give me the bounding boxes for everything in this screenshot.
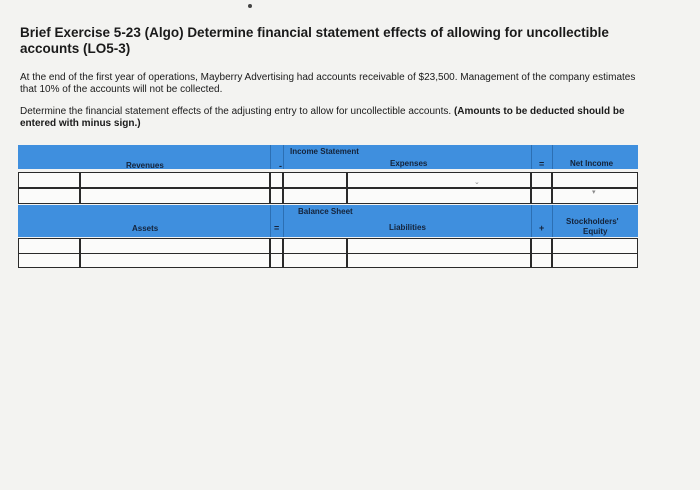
plus-operator: + [539,223,545,233]
income-statement-heading: Income Statement [290,147,359,156]
expenses-input-3[interactable] [283,188,347,204]
revenues-input-3[interactable] [18,188,80,204]
expenses-header: Expenses [390,159,428,168]
balance-divider-1 [270,205,271,237]
assets-header: Assets [132,224,159,233]
income-operator-cell [270,172,283,188]
instructions-text: Determine the financial statement effects of the adjusting entry to allow for uncollectible accounts. [20,106,454,117]
equals-operator-income: = [539,159,545,169]
assets-input-2[interactable] [80,238,270,254]
balance-divider-3 [531,205,532,237]
instructions [20,106,640,130]
stockholders-equity-input[interactable] [552,238,638,254]
dropdown-caret-icon: ▾ [592,189,596,196]
revenues-input-1[interactable] [18,172,80,188]
balance-equals-cell [270,238,283,254]
income-statement-divider-3 [531,145,532,169]
income-equals-cell-2 [531,188,552,204]
minus-operator: - [279,161,282,171]
problem-statement: At the end of the first year of operations, Mayberry Advertising had accounts receivable of $23,500. Management of the company estimates that 10% of the accounts will not be collected. [20,72,636,95]
equals-operator-balance: = [274,223,280,233]
balance-equals-cell-2 [270,253,283,268]
income-statement-header [18,145,638,169]
liabilities-input-3[interactable] [283,253,347,268]
liabilities-input-1[interactable] [283,238,347,254]
stockholders-equity-input-2[interactable] [552,253,638,268]
income-statement-divider-2 [283,145,284,169]
revenues-input-4[interactable] [80,188,270,204]
page-dot [248,4,252,8]
expenses-input-2[interactable] [347,172,531,188]
income-statement-divider-1 [270,145,271,169]
liabilities-input-2[interactable] [347,238,531,254]
income-equals-cell [531,172,552,188]
income-statement-divider-4 [552,145,553,169]
dropdown-caret-icon-2: ⌄ [474,179,480,186]
assets-input-1[interactable] [18,238,80,254]
assets-input-4[interactable] [80,253,270,268]
balance-sheet-header [18,205,638,237]
balance-plus-cell [531,238,552,254]
effects-table [18,145,638,268]
liabilities-input-4[interactable] [347,253,531,268]
balance-plus-cell-2 [531,253,552,268]
net-income-header: Net Income [570,159,614,168]
net-income-input[interactable] [552,172,638,188]
instructions-note: (Amounts to be deducted should be entered with minus sign.) [20,106,625,129]
assets-input-3[interactable] [18,253,80,268]
revenues-header: Revenues [126,161,164,170]
revenues-input-2[interactable] [80,172,270,188]
exercise-title: Brief Exercise 5-23 (Algo) Determine financial statement effects of allowing for uncollectible accounts (LO5-3) [20,25,609,56]
expenses-input-4[interactable] [347,188,531,204]
balance-divider-2 [283,205,284,237]
liabilities-header: Liabilities [389,223,426,232]
balance-divider-4 [552,205,553,237]
stockholders-equity-header: Stockholders' [566,217,619,226]
income-operator-cell-2 [270,188,283,204]
balance-sheet-heading: Balance Sheet [298,207,353,216]
stockholders-equity-header-2: Equity [583,227,608,236]
expenses-input-1[interactable] [283,172,347,188]
